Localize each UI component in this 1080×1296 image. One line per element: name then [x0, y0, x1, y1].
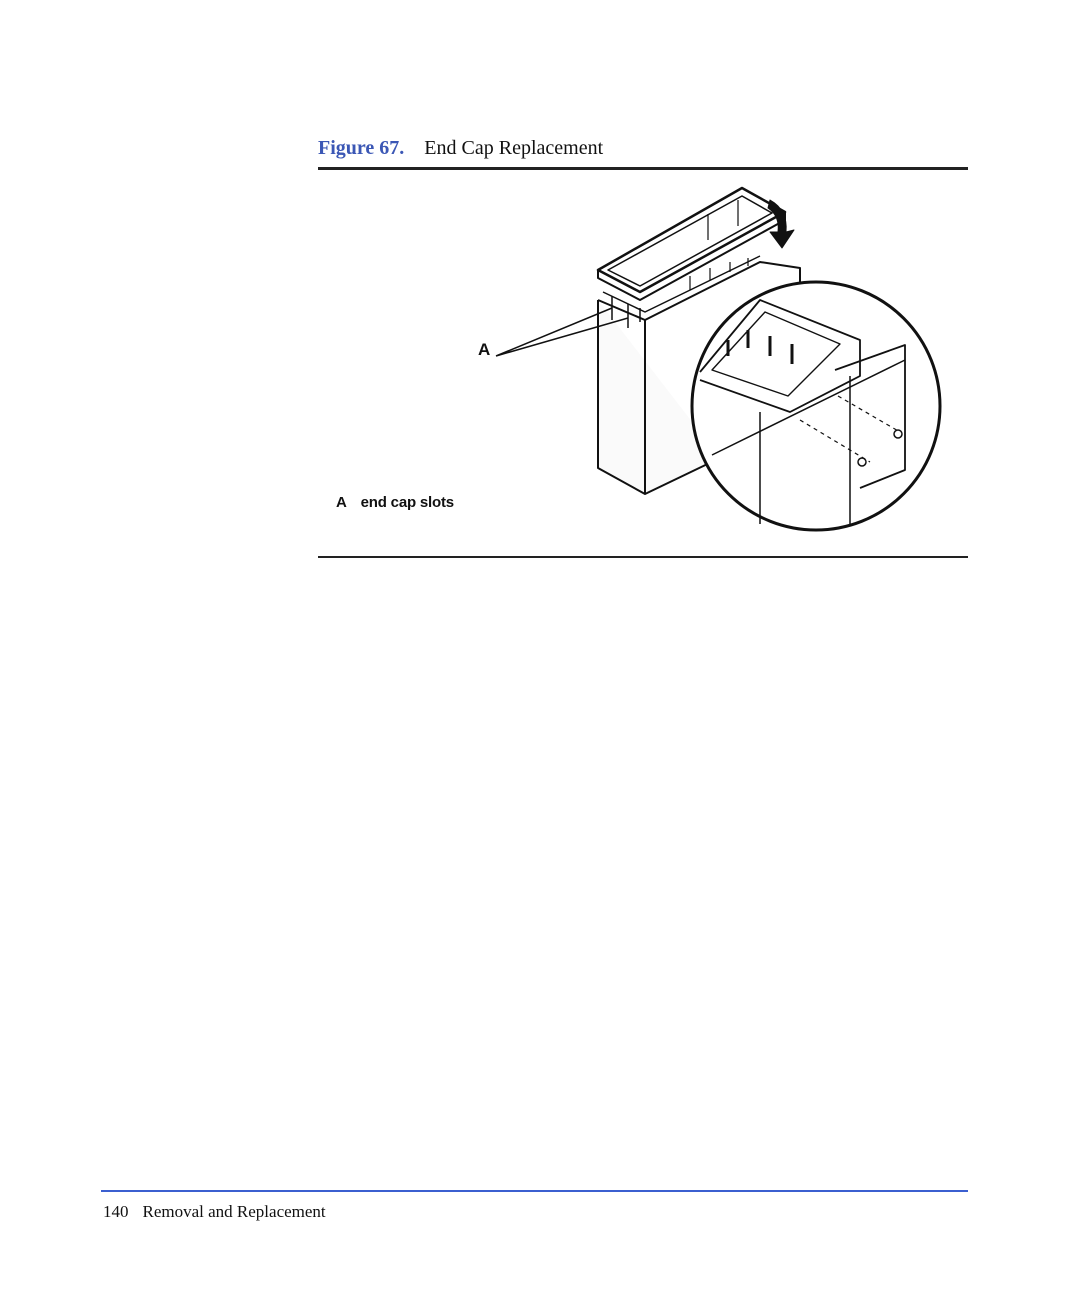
page-footer — [103, 1201, 326, 1223]
figure-legend — [336, 494, 454, 511]
figure-top-rule — [318, 167, 968, 170]
legend-key: A — [336, 494, 347, 511]
figure-title: End Cap Replacement — [424, 137, 604, 159]
figure-caption — [318, 136, 603, 160]
footer-rule — [101, 1190, 968, 1192]
callout-letter-a: A — [478, 340, 491, 359]
legend-text: end cap slots — [360, 494, 454, 511]
figure-number: Figure 67. — [318, 137, 405, 159]
section-title: Removal and Replacement — [142, 1202, 326, 1221]
page-number: 140 — [103, 1202, 129, 1221]
figure-bottom-rule — [318, 556, 968, 558]
